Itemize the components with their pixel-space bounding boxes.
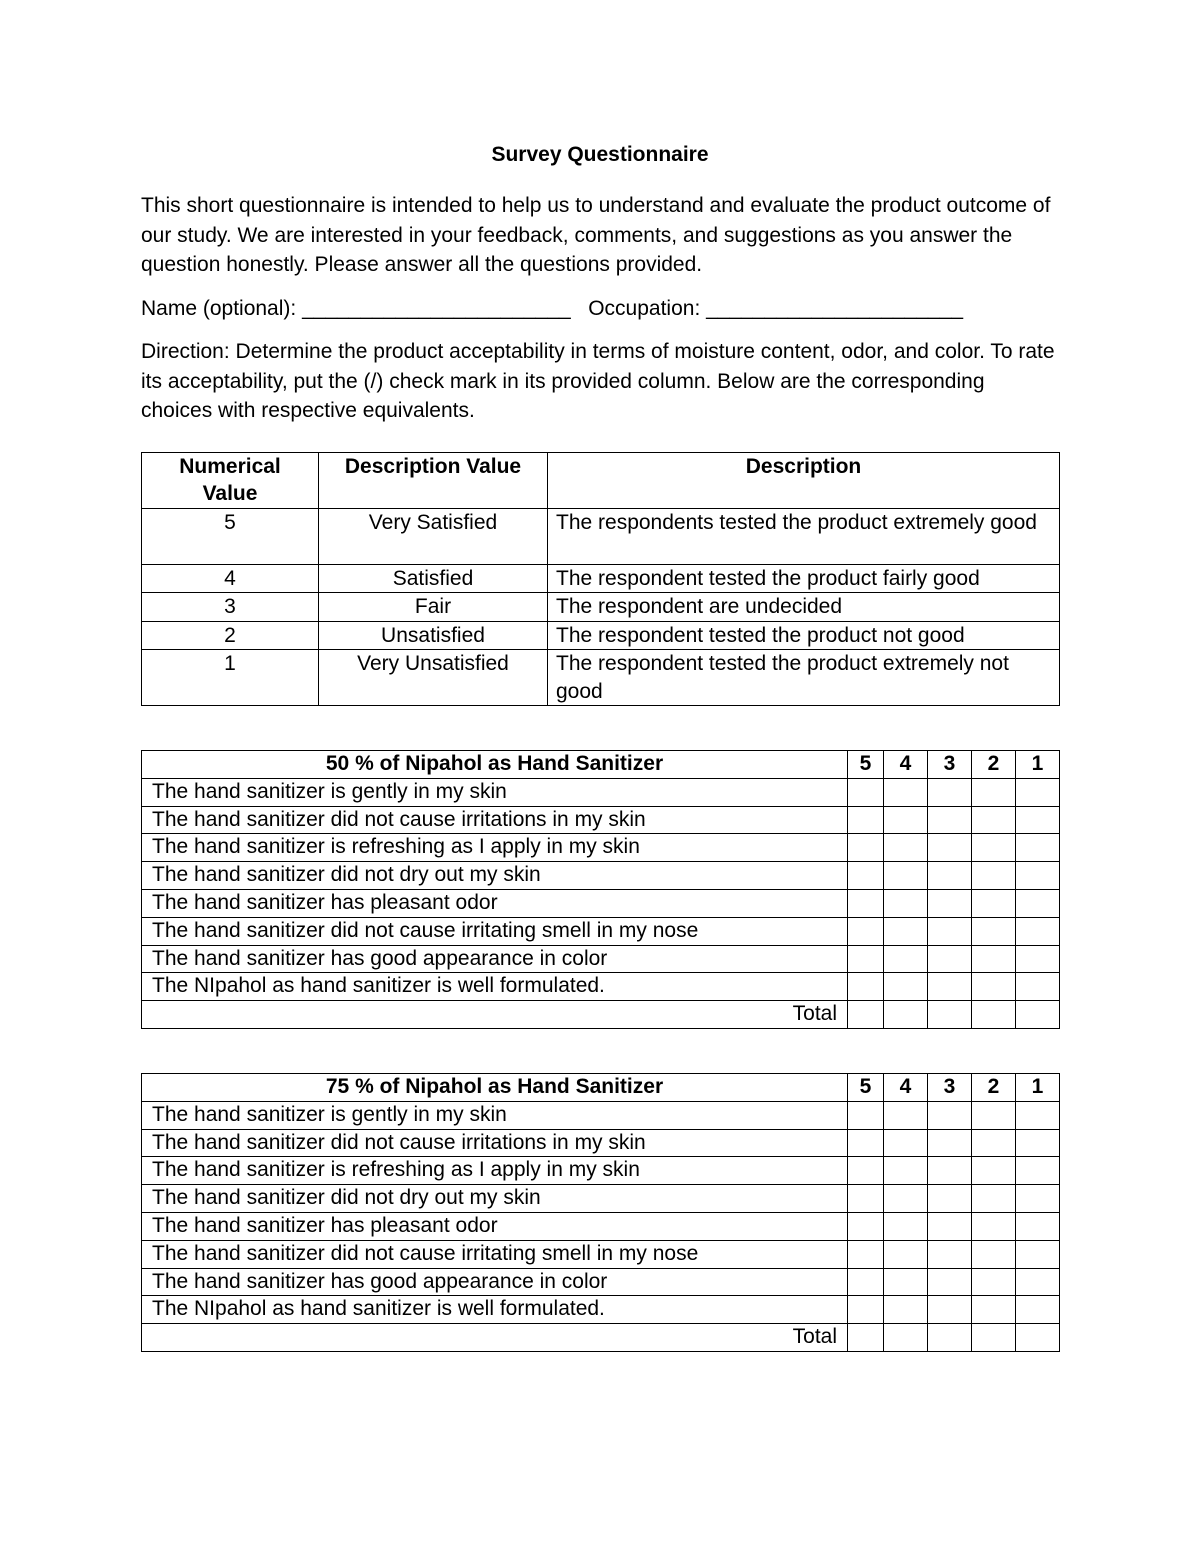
scale-header-2: 2 [972, 1073, 1016, 1101]
name-label: Name (optional): [141, 296, 297, 320]
rating-cell-5[interactable] [848, 1185, 884, 1213]
total-cell-4[interactable] [884, 1001, 928, 1029]
scale-desc: The respondent are undecided [548, 593, 1060, 622]
rating-cell-4[interactable] [884, 1212, 928, 1240]
rating-cell-5[interactable] [848, 1212, 884, 1240]
statement-text: The hand sanitizer did not dry out my skin [142, 1185, 848, 1213]
rating-cell-4[interactable] [884, 1240, 928, 1268]
statement-row [142, 1157, 1060, 1185]
statement-text: The hand sanitizer has pleasant odor [142, 1212, 848, 1240]
scale-header-5: 5 [848, 751, 884, 779]
col-header-numerical-value: Numerical Value [142, 452, 319, 508]
rating-cell-2[interactable] [972, 1157, 1016, 1185]
rating-cell-5[interactable] [848, 862, 884, 890]
total-label: Total [142, 1001, 848, 1029]
rating-cell-5[interactable] [848, 917, 884, 945]
statement-text: The hand sanitizer has good appearance in color [142, 1268, 848, 1296]
statement-text: The hand sanitizer is gently in my skin [142, 778, 848, 806]
total-row [142, 1001, 1060, 1029]
rating-cell-4[interactable] [884, 778, 928, 806]
rating-cell-3[interactable] [928, 1185, 972, 1213]
rating-table-title: 75 % of Nipahol as Hand Sanitizer [142, 1073, 848, 1101]
rating-cell-4[interactable] [884, 945, 928, 973]
scale-value: Fair [319, 593, 548, 622]
scale-desc: The respondent tested the product fairly good [548, 564, 1060, 593]
total-cell-2[interactable] [972, 1324, 1016, 1352]
rating-cell-5[interactable] [848, 889, 884, 917]
statement-row [142, 834, 1060, 862]
rating-header-row [142, 1073, 1060, 1101]
rating-cell-2[interactable] [972, 1240, 1016, 1268]
rating-cell-4[interactable] [884, 834, 928, 862]
total-cell-1[interactable] [1016, 1324, 1060, 1352]
rating-cell-2[interactable] [972, 1212, 1016, 1240]
scale-row [142, 621, 1060, 650]
scale-num: 4 [142, 564, 319, 593]
rating-cell-5[interactable] [848, 1129, 884, 1157]
rating-cell-1[interactable] [1016, 945, 1060, 973]
total-cell-3[interactable] [928, 1001, 972, 1029]
rating-cell-5[interactable] [848, 778, 884, 806]
rating-cell-1[interactable] [1016, 889, 1060, 917]
scale-num: 3 [142, 593, 319, 622]
col-header-description-value: Description Value [319, 452, 548, 508]
rating-cell-3[interactable] [928, 1157, 972, 1185]
rating-cell-2[interactable] [972, 1296, 1016, 1324]
total-cell-1[interactable] [1016, 1001, 1060, 1029]
statement-text: The hand sanitizer is refreshing as I apply in my skin [142, 1157, 848, 1185]
rating-cell-2[interactable] [972, 834, 1016, 862]
statement-row [142, 1212, 1060, 1240]
rating-cell-3[interactable] [928, 778, 972, 806]
rating-cell-5[interactable] [848, 1296, 884, 1324]
rating-cell-1[interactable] [1016, 973, 1060, 1001]
statement-row [142, 806, 1060, 834]
scale-desc: The respondent tested the product not good [548, 621, 1060, 650]
scale-row [142, 650, 1060, 706]
rating-cell-2[interactable] [972, 778, 1016, 806]
rating-cell-1[interactable] [1016, 806, 1060, 834]
statement-text: The NIpahol as hand sanitizer is well formulated. [142, 1296, 848, 1324]
rating-cell-3[interactable] [928, 917, 972, 945]
rating-cell-1[interactable] [1016, 1268, 1060, 1296]
statement-row [142, 1268, 1060, 1296]
scale-desc: The respondents tested the product extremely good [548, 508, 1060, 564]
rating-cell-1[interactable] [1016, 778, 1060, 806]
respondent-info-line [141, 294, 1059, 324]
statement-text: The hand sanitizer did not cause irritating smell in my nose [142, 1240, 848, 1268]
rating-cell-5[interactable] [848, 834, 884, 862]
rating-cell-2[interactable] [972, 917, 1016, 945]
statement-text: The hand sanitizer is gently in my skin [142, 1101, 848, 1129]
scale-value: Very Satisfied [319, 508, 548, 564]
page-title: Survey Questionnaire [491, 143, 709, 166]
rating-table-title: 50 % of Nipahol as Hand Sanitizer [142, 751, 848, 779]
rating-cell-1[interactable] [1016, 1212, 1060, 1240]
col-header-description: Description [548, 452, 1060, 508]
total-cell-4[interactable] [884, 1324, 928, 1352]
occupation-label: Occupation: [588, 296, 701, 320]
rating-cell-1[interactable] [1016, 1101, 1060, 1129]
statement-text: The hand sanitizer is refreshing as I apply in my skin [142, 834, 848, 862]
rating-cell-4[interactable] [884, 889, 928, 917]
rating-cell-5[interactable] [848, 806, 884, 834]
rating-cell-3[interactable] [928, 834, 972, 862]
rating-cell-5[interactable] [848, 1101, 884, 1129]
scale-value: Very Unsatisfied [319, 650, 548, 706]
intro-paragraph: This short questionnaire is intended to help us to understand and evaluate the product outcome of our study. We are interested in your feedback, comments, and suggestions as you answer the question honestly. Please answer all the questions provided. [141, 194, 1051, 276]
rating-cell-2[interactable] [972, 973, 1016, 1001]
scale-value: Satisfied [319, 564, 548, 593]
statement-text: The hand sanitizer did not cause irritations in my skin [142, 806, 848, 834]
rating-cell-3[interactable] [928, 1268, 972, 1296]
scale-num: 5 [142, 508, 319, 564]
direction-paragraph: Direction: Determine the product acceptability in terms of moisture content, odor, and color. To rate its acceptability, put the (/) check mark in its provided column. Below are the corresponding choices with respective equivalents. [141, 340, 1055, 422]
scale-value: Unsatisfied [319, 621, 548, 650]
scale-num: 1 [142, 650, 319, 706]
statement-text: The hand sanitizer has pleasant odor [142, 889, 848, 917]
rating-table-75 [141, 1073, 1060, 1352]
scale-header-4: 4 [884, 751, 928, 779]
rating-cell-5[interactable] [848, 945, 884, 973]
scale-header-2: 2 [972, 751, 1016, 779]
rating-cell-2[interactable] [972, 862, 1016, 890]
statement-row [142, 973, 1060, 1001]
rating-cell-3[interactable] [928, 1212, 972, 1240]
rating-cell-1[interactable] [1016, 862, 1060, 890]
rating-cell-3[interactable] [928, 862, 972, 890]
rating-cell-2[interactable] [972, 1268, 1016, 1296]
scale-header-1: 1 [1016, 1073, 1060, 1101]
statement-row [142, 889, 1060, 917]
name-blank: _______________________ [302, 296, 571, 320]
statement-row [142, 1101, 1060, 1129]
rating-cell-2[interactable] [972, 1101, 1016, 1129]
rating-cell-3[interactable] [928, 945, 972, 973]
rating-cell-4[interactable] [884, 1296, 928, 1324]
total-cell-5[interactable] [848, 1324, 884, 1352]
scale-header-3: 3 [928, 751, 972, 779]
rating-cell-4[interactable] [884, 806, 928, 834]
rating-cell-5[interactable] [848, 1268, 884, 1296]
statement-row [142, 862, 1060, 890]
scale-header-row [142, 452, 1060, 508]
scale-num: 2 [142, 621, 319, 650]
rating-cell-4[interactable] [884, 1268, 928, 1296]
rating-cell-2[interactable] [972, 1185, 1016, 1213]
statement-row [142, 917, 1060, 945]
rating-cell-3[interactable] [928, 806, 972, 834]
rating-cell-1[interactable] [1016, 1129, 1060, 1157]
rating-cell-1[interactable] [1016, 1296, 1060, 1324]
scale-row [142, 508, 1060, 564]
rating-cell-1[interactable] [1016, 917, 1060, 945]
scale-header-4: 4 [884, 1073, 928, 1101]
rating-cell-4[interactable] [884, 1129, 928, 1157]
rating-cell-3[interactable] [928, 1240, 972, 1268]
rating-cell-3[interactable] [928, 973, 972, 1001]
statement-row [142, 1129, 1060, 1157]
rating-cell-1[interactable] [1016, 834, 1060, 862]
rating-cell-4[interactable] [884, 973, 928, 1001]
rating-cell-2[interactable] [972, 889, 1016, 917]
rating-cell-3[interactable] [928, 1296, 972, 1324]
document-page [141, 140, 1059, 1352]
statement-row [142, 1296, 1060, 1324]
scale-header-1: 1 [1016, 751, 1060, 779]
statement-row [142, 778, 1060, 806]
statement-text: The hand sanitizer did not dry out my skin [142, 862, 848, 890]
scale-header-3: 3 [928, 1073, 972, 1101]
statement-text: The NIpahol as hand sanitizer is well formulated. [142, 973, 848, 1001]
rating-cell-5[interactable] [848, 1157, 884, 1185]
rating-cell-4[interactable] [884, 862, 928, 890]
scale-desc: The respondent tested the product extremely not good [548, 650, 1060, 706]
rating-cell-4[interactable] [884, 917, 928, 945]
rating-cell-4[interactable] [884, 1185, 928, 1213]
rating-cell-2[interactable] [972, 806, 1016, 834]
total-label: Total [142, 1324, 848, 1352]
rating-cell-1[interactable] [1016, 1185, 1060, 1213]
statement-text: The hand sanitizer did not cause irritating smell in my nose [142, 917, 848, 945]
rating-scale-table [141, 452, 1060, 707]
rating-cell-4[interactable] [884, 1101, 928, 1129]
scale-header-5: 5 [848, 1073, 884, 1101]
rating-cell-5[interactable] [848, 973, 884, 1001]
statement-text: The hand sanitizer did not cause irritations in my skin [142, 1129, 848, 1157]
rating-cell-2[interactable] [972, 1129, 1016, 1157]
rating-cell-4[interactable] [884, 1157, 928, 1185]
rating-cell-3[interactable] [928, 1129, 972, 1157]
total-cell-5[interactable] [848, 1001, 884, 1029]
scale-row [142, 564, 1060, 593]
occupation-blank: ______________________ [706, 296, 964, 320]
rating-cell-2[interactable] [972, 945, 1016, 973]
statement-row [142, 945, 1060, 973]
rating-header-row [142, 751, 1060, 779]
rating-cell-3[interactable] [928, 889, 972, 917]
rating-cell-3[interactable] [928, 1101, 972, 1129]
statement-text: The hand sanitizer has good appearance in color [142, 945, 848, 973]
total-cell-2[interactable] [972, 1001, 1016, 1029]
total-row [142, 1324, 1060, 1352]
rating-cell-1[interactable] [1016, 1157, 1060, 1185]
scale-row [142, 593, 1060, 622]
rating-table-50 [141, 750, 1060, 1029]
statement-row [142, 1240, 1060, 1268]
rating-cell-5[interactable] [848, 1240, 884, 1268]
statement-row [142, 1185, 1060, 1213]
rating-cell-1[interactable] [1016, 1240, 1060, 1268]
total-cell-3[interactable] [928, 1324, 972, 1352]
